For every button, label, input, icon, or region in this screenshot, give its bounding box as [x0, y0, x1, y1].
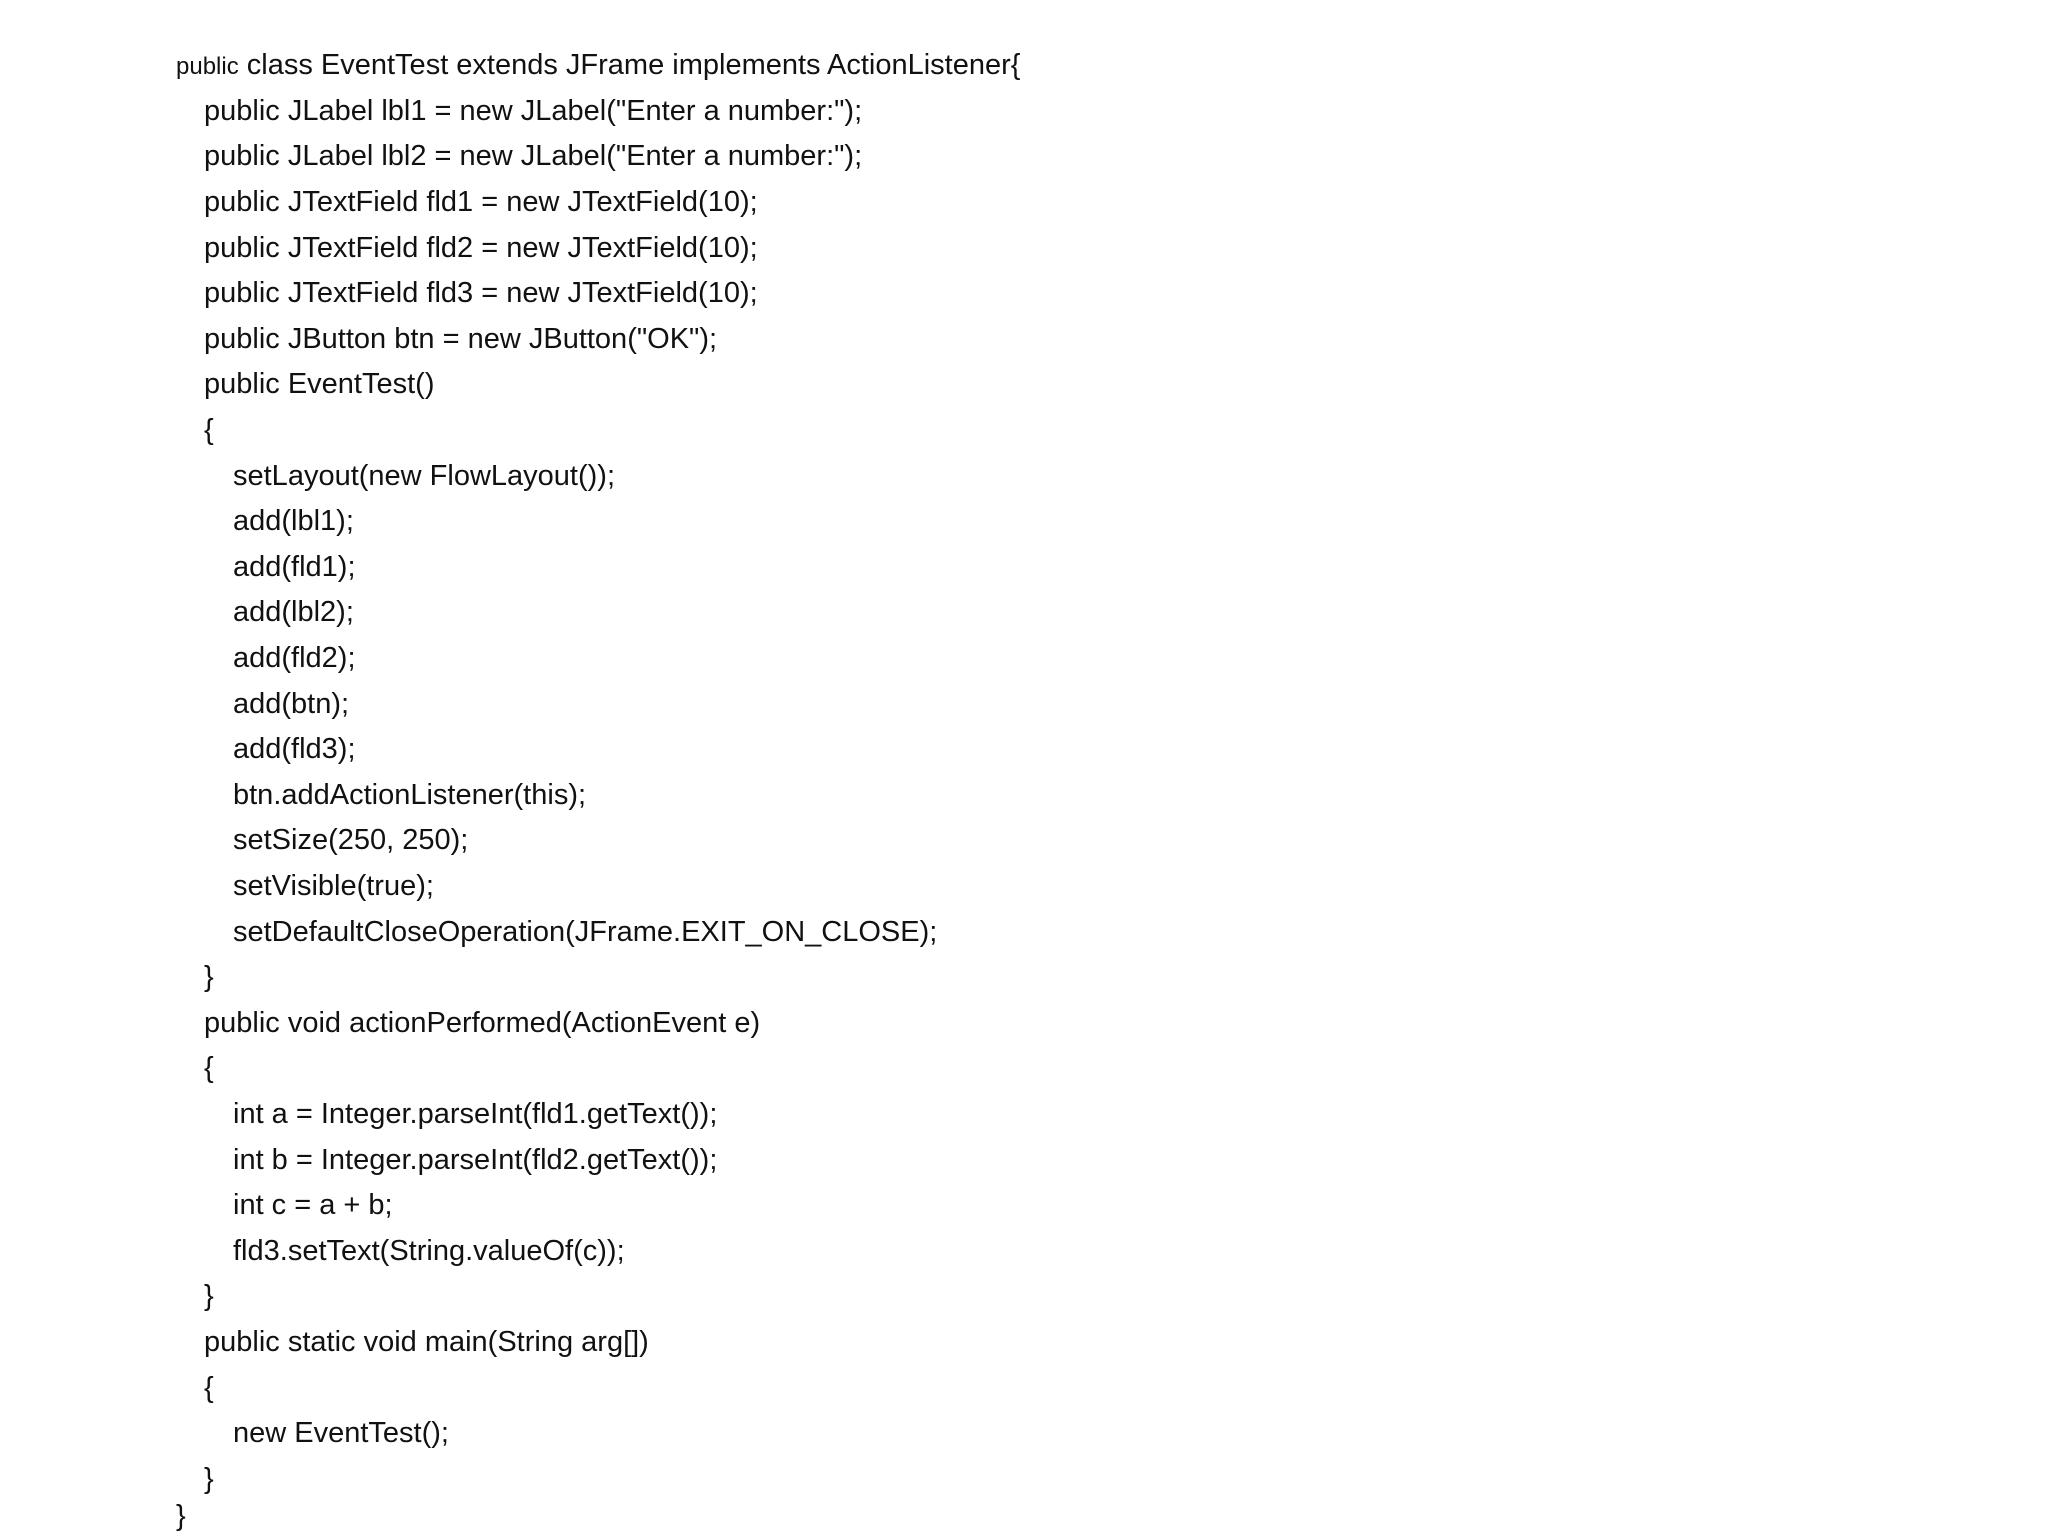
code-line: int c = a + b; [233, 1189, 393, 1221]
code-line: setSize(250, 250); [233, 824, 469, 856]
code-line: add(fld3); [233, 733, 356, 765]
code-text: class EventTest extends JFrame implements ActionListener{ [238, 49, 1021, 81]
code-line: } [204, 1463, 214, 1495]
code-line: public JTextField fld2 = new JTextField(10); [204, 232, 758, 264]
code-line: { [204, 414, 214, 446]
code-line: public JLabel lbl1 = new JLabel("Enter a number:"); [204, 95, 863, 127]
code-line: public JTextField fld1 = new JTextField(10); [204, 186, 758, 218]
code-line: add(btn); [233, 688, 350, 720]
code-line: setDefaultCloseOperation(JFrame.EXIT_ON_CLOSE); [233, 916, 938, 948]
code-line [176, 45, 1020, 85]
code-keyword: public [176, 53, 239, 80]
code-line: public void actionPerformed(ActionEvent e) [204, 1007, 761, 1039]
code-line: setLayout(new FlowLayout()); [233, 460, 615, 492]
code-line: } [204, 1280, 214, 1312]
code-line: int b = Integer.parseInt(fld2.getText()); [233, 1144, 718, 1176]
code-line: new EventTest(); [233, 1417, 449, 1449]
code-line: add(lbl1); [233, 505, 354, 537]
code-line: add(fld2); [233, 642, 356, 674]
code-line: { [204, 1052, 214, 1084]
code-line: } [204, 961, 214, 993]
code-line: public JButton btn = new JButton("OK"); [204, 323, 718, 355]
code-line: add(fld1); [233, 551, 356, 583]
code-line: add(lbl2); [233, 596, 354, 628]
code-line: btn.addActionListener(this); [233, 779, 587, 811]
code-line: int a = Integer.parseInt(fld1.getText()); [233, 1098, 718, 1130]
code-line: fld3.setText(String.valueOf(c)); [233, 1235, 625, 1267]
code-line: } [176, 1500, 186, 1532]
code-line: public EventTest() [204, 368, 435, 400]
code-line: public static void main(String arg[]) [204, 1326, 649, 1358]
code-line: { [204, 1372, 214, 1404]
code-line: public JLabel lbl2 = new JLabel("Enter a number:"); [204, 140, 863, 172]
code-line: public JTextField fld3 = new JTextField(10); [204, 277, 758, 309]
code-line: setVisible(true); [233, 870, 434, 902]
